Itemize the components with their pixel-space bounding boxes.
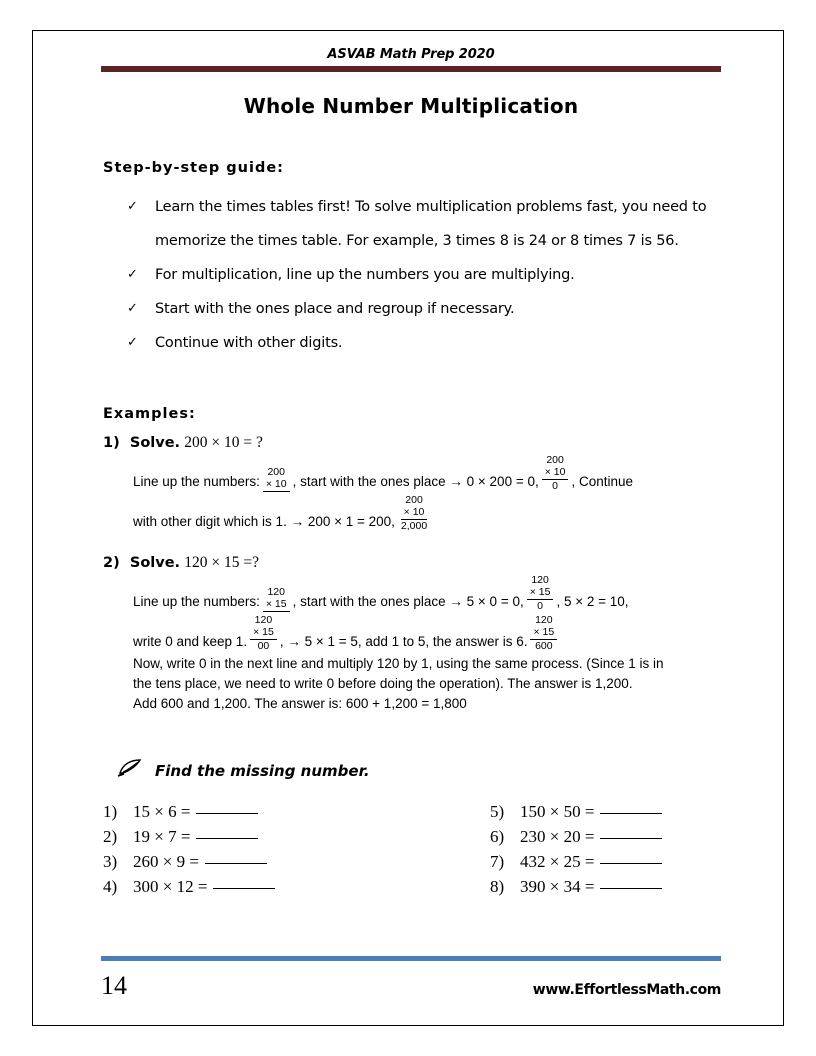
exercise-title: Find the missing number. (155, 761, 370, 780)
problem-item (490, 799, 721, 824)
stack-top: 200 (546, 454, 564, 466)
example-1-body (133, 454, 721, 532)
example-solve-label: Solve. (129, 435, 181, 451)
multiplication-stack (527, 574, 554, 612)
step-by-step-heading: Step-by-step guide: (103, 160, 284, 176)
list-item (127, 258, 721, 292)
multiplication-stack (398, 494, 430, 532)
problem-index: 4) (103, 877, 118, 896)
check-mark-icon: ✓ (127, 335, 138, 350)
problem-item (103, 799, 412, 824)
stack-multiplier: × 10 (401, 506, 428, 520)
problem-item (103, 824, 412, 849)
problem-expression: 19 × 7 = (133, 827, 191, 846)
list-item (127, 292, 721, 326)
answer-blank[interactable] (600, 863, 662, 864)
multiplication-stack (542, 454, 569, 492)
quill-pen-icon (117, 758, 143, 783)
running-header: ASVAB Math Prep 2020 (327, 47, 495, 62)
problem-expression: 230 × 20 = (520, 827, 595, 846)
multiplication-stack (250, 614, 277, 652)
stack-top: 120 (267, 586, 285, 598)
page-title: Whole Number Multiplication (243, 94, 579, 118)
example-1-line-1 (133, 454, 721, 492)
problem-item (490, 824, 721, 849)
example-2-paragraph-line-1: Now, write 0 in the next line and multiply 120 by 1, using the same process. (Since 1 is in (133, 656, 664, 671)
text-segment: Line up the numbers: (133, 474, 260, 489)
problem-index: 6) (490, 827, 505, 846)
example-2-paragraph-line-3: Add 600 and 1,200. The answer is: 600 + 1,200 = 1,800 (133, 696, 467, 711)
text-segment: , start with the ones place → 0 × 200 = 0, (292, 474, 539, 489)
text-segment: write 0 and keep 1. (133, 634, 248, 649)
list-item-text: For multiplication, line up the numbers you are multiplying. (155, 267, 575, 283)
stack-multiplier: × 15 (263, 598, 290, 612)
answer-blank[interactable] (600, 888, 662, 889)
stack-multiplier: × 15 (530, 626, 557, 640)
example-solve-label: Solve. (129, 555, 181, 571)
answer-blank[interactable] (600, 838, 662, 839)
guide-list (127, 190, 721, 360)
stack-multiplier: × 15 (250, 626, 277, 640)
stack-multiplier: × 15 (527, 586, 554, 600)
text-segment: , Continue (571, 474, 634, 489)
list-item-text: Start with the ones place and regroup if necessary. (155, 301, 515, 317)
problem-expression: 15 × 6 = (133, 802, 191, 821)
header-rule (101, 66, 721, 72)
problem-item (103, 849, 412, 874)
list-item (127, 326, 721, 360)
example-2-line-2 (133, 614, 721, 652)
stack-top: 120 (254, 614, 273, 626)
multiplication-stack (263, 466, 290, 492)
check-mark-icon: ✓ (127, 301, 138, 316)
answer-blank[interactable] (196, 813, 258, 814)
example-problem: 200 × 10 = ? (184, 434, 263, 451)
answer-blank[interactable] (213, 888, 275, 889)
text-segment: with other digit which is 1. → 200 × 1 = 200, (133, 514, 395, 529)
text-segment: , → 5 × 1 = 5, add 1 to 5, the answer is 6. (279, 634, 528, 649)
multiplication-stack (263, 586, 290, 612)
problem-column-left (103, 799, 412, 899)
problem-index: 2) (103, 827, 118, 846)
example-number: 1) (103, 435, 120, 451)
example-2-body (133, 574, 721, 714)
stack-result: 600 (535, 640, 553, 652)
problem-expression: 432 × 25 = (520, 852, 595, 871)
example-problem: 120 × 15 =? (184, 554, 259, 571)
problem-list (103, 799, 721, 899)
answer-blank[interactable] (600, 813, 662, 814)
page-footer (101, 956, 721, 1001)
stack-top: 200 (267, 466, 285, 478)
list-item-text: Learn the times tables first! To solve multiplication problems fast, you need to memorize the times table. For example, 3 times 8 is 24 or 8 times 7 is 56. (155, 199, 707, 249)
problem-item (490, 849, 721, 874)
stack-multiplier: × 10 (263, 478, 290, 492)
check-mark-icon: ✓ (127, 267, 138, 282)
exercise-header (117, 758, 721, 783)
stack-top: 200 (405, 494, 423, 506)
example-1-line-2 (133, 494, 721, 532)
footer-row (101, 971, 721, 1001)
check-mark-icon: ✓ (127, 199, 138, 214)
stack-multiplier: × 10 (542, 466, 569, 480)
example-2-paragraph-line-2: the tens place, we need to write 0 before doing the operation). The answer is 1,200. (133, 676, 633, 691)
page-frame (32, 30, 784, 1026)
example-2 (103, 554, 721, 714)
example-1-header (103, 434, 721, 452)
example-1 (103, 434, 721, 532)
problem-column-right (412, 799, 721, 899)
problem-index: 1) (103, 802, 118, 821)
stack-result: 0 (537, 600, 543, 612)
stack-result: 2,000 (400, 520, 428, 532)
examples-heading: Examples: (103, 406, 196, 422)
page-number: 14 (101, 971, 127, 1000)
stack-result: 00 (257, 640, 270, 652)
problem-index: 7) (490, 852, 505, 871)
example-number: 2) (103, 555, 120, 571)
list-item (127, 190, 721, 258)
answer-blank[interactable] (196, 838, 258, 839)
text-segment: , start with the ones place → 5 × 0 = 0, (292, 594, 524, 609)
problem-index: 3) (103, 852, 118, 871)
multiplication-stack (530, 614, 557, 652)
problem-index: 5) (490, 802, 505, 821)
problem-index: 8) (490, 877, 505, 896)
text-segment: Line up the numbers: (133, 594, 260, 609)
problem-expression: 150 × 50 = (520, 802, 595, 821)
stack-top: 120 (535, 614, 553, 626)
problem-expression: 300 × 12 = (133, 877, 208, 896)
answer-blank[interactable] (205, 863, 267, 864)
problem-item (103, 874, 412, 899)
problem-expression: 260 × 9 = (133, 852, 199, 871)
list-item-text: Continue with other digits. (155, 335, 343, 351)
text-segment: , 5 × 2 = 10, (556, 594, 629, 609)
website-url[interactable]: www.EffortlessMath.com (532, 982, 721, 998)
footer-rule (101, 956, 721, 961)
page-content (101, 47, 721, 1009)
problem-item (490, 874, 721, 899)
problem-expression: 390 × 34 = (520, 877, 595, 896)
stack-top: 120 (531, 574, 549, 586)
example-2-line-1 (133, 574, 721, 612)
example-2-header (103, 554, 721, 572)
stack-result: 0 (552, 480, 559, 492)
